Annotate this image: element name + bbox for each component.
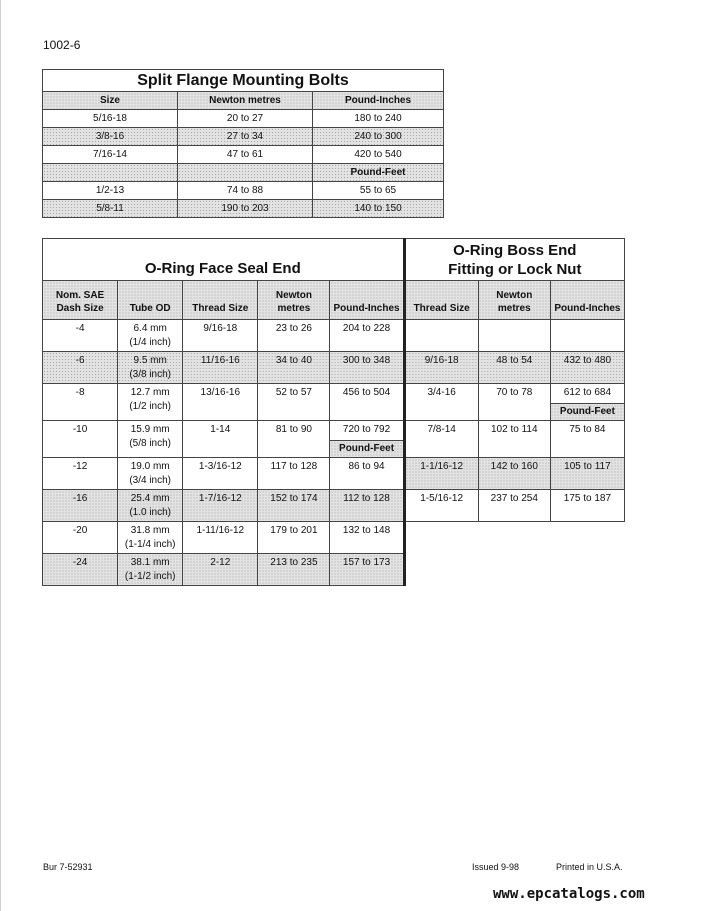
cell-dash: -4	[43, 320, 118, 352]
cell-boss-nm: 102 to 114	[478, 421, 550, 458]
column-header-dash-size: Nom. SAE Dash Size	[43, 281, 118, 320]
cell-newton-metres: 190 to 203	[178, 200, 313, 218]
cell-size: 5/8-11	[43, 200, 178, 218]
column-header-size: Size	[43, 92, 178, 110]
cell-tube-od: 25.4 mm (1.0 inch)	[118, 490, 183, 522]
cell-pound-inches: 180 to 240	[313, 110, 444, 128]
cell-lbft: 86 to 94	[330, 458, 404, 490]
cell-newton-metres: 47 to 61	[178, 146, 313, 164]
column-header-pound-inches: Pound-Inches	[330, 281, 404, 320]
split-flange-title: Split Flange Mounting Bolts	[43, 70, 444, 92]
cell-boss-thread: 1-1/16-12	[404, 458, 478, 490]
cell-nm: 152 to 174	[258, 490, 330, 522]
footer-issued: Issued 9-98	[472, 862, 520, 872]
table-row	[43, 352, 625, 384]
cell-pound-feet: 55 to 65	[313, 182, 444, 200]
cell-thread: 1-14	[183, 421, 258, 458]
oring-torque-table	[42, 238, 625, 586]
cell-pound-inches: 240 to 300	[313, 128, 444, 146]
split-flange-table	[42, 69, 444, 218]
cell-boss-thread: 3/4-16	[404, 384, 478, 421]
cell-dash: -6	[43, 352, 118, 384]
empty-cell	[43, 164, 178, 182]
table-row	[43, 522, 625, 554]
footer-printed: Printed in U.S.A.	[556, 862, 623, 872]
empty-area	[404, 522, 624, 554]
column-header-thread-size: Thread Size	[183, 281, 258, 320]
table-row	[43, 200, 444, 218]
table-row	[43, 110, 444, 128]
boss-title-line1: O-Ring Boss End	[453, 241, 577, 259]
column-header-tube-od: Tube OD	[118, 281, 183, 320]
cell-lbin: 204 to 228	[330, 320, 404, 352]
cell-boss-lbin: 612 to 684	[550, 384, 624, 404]
table-row	[43, 421, 625, 441]
cell-tube-od: 6.4 mm (1/4 inch)	[118, 320, 183, 352]
cell-dash: -24	[43, 554, 118, 586]
cell-thread: 11/16-16	[183, 352, 258, 384]
cell-size: 1/2-13	[43, 182, 178, 200]
cell-boss-nm: 48 to 54	[478, 352, 550, 384]
face-seal-title: O-Ring Face Seal End	[43, 239, 405, 281]
cell-thread: 1-7/16-12	[183, 490, 258, 522]
table-row	[43, 458, 625, 490]
table-row	[43, 146, 444, 164]
cell-size: 5/16-18	[43, 110, 178, 128]
cell-boss-lbin: 432 to 480	[550, 352, 624, 384]
cell-boss-thread	[404, 320, 478, 352]
cell-boss-thread: 7/8-14	[404, 421, 478, 458]
empty-cell	[178, 164, 313, 182]
column-header-boss-newton-metres: Newton metres	[478, 281, 550, 320]
table-row	[43, 128, 444, 146]
cell-newton-metres: 27 to 34	[178, 128, 313, 146]
cell-nm: 179 to 201	[258, 522, 330, 554]
cell-thread: 2-12	[183, 554, 258, 586]
footer-doc-number: Bur 7-52931	[43, 862, 93, 872]
cell-lbft: 157 to 173	[330, 554, 404, 586]
cell-pound-feet: 140 to 150	[313, 200, 444, 218]
subheader-pound-feet: Pound-Feet	[550, 404, 624, 421]
table-row	[43, 490, 625, 522]
cell-boss-lbin: 75 to 84	[550, 421, 624, 458]
cell-dash: -20	[43, 522, 118, 554]
cell-dash: -8	[43, 384, 118, 421]
empty-area	[404, 554, 624, 586]
cell-dash: -10	[43, 421, 118, 458]
boss-end-title	[404, 239, 624, 281]
column-header-newton-metres: Newton metres	[178, 92, 313, 110]
column-header-boss-thread-size: Thread Size	[404, 281, 478, 320]
table-subheader-row	[43, 164, 444, 182]
table-header-row	[43, 92, 444, 110]
table-row	[43, 554, 625, 586]
cell-boss-lbft: 105 to 117	[550, 458, 624, 490]
cell-boss-nm	[478, 320, 550, 352]
cell-thread: 9/16-18	[183, 320, 258, 352]
cell-lbin: 300 to 348	[330, 352, 404, 384]
cell-nm: 117 to 128	[258, 458, 330, 490]
cell-nm: 213 to 235	[258, 554, 330, 586]
cell-dash: -16	[43, 490, 118, 522]
cell-newton-metres: 74 to 88	[178, 182, 313, 200]
subheader-pound-feet: Pound-Feet	[313, 164, 444, 182]
cell-size: 7/16-14	[43, 146, 178, 164]
cell-lbin: 720 to 792	[330, 421, 404, 441]
cell-tube-od: 15.9 mm (5/8 inch)	[118, 421, 183, 458]
column-header-boss-pound-inches: Pound-Inches	[550, 281, 624, 320]
cell-lbin: 456 to 504	[330, 384, 404, 421]
cell-boss-lbin	[550, 320, 624, 352]
cell-pound-inches: 420 to 540	[313, 146, 444, 164]
cell-newton-metres: 20 to 27	[178, 110, 313, 128]
table-row	[43, 384, 625, 404]
cell-nm: 34 to 40	[258, 352, 330, 384]
cell-dash: -12	[43, 458, 118, 490]
cell-size: 3/8-16	[43, 128, 178, 146]
cell-thread: 13/16-16	[183, 384, 258, 421]
cell-boss-lbft: 175 to 187	[550, 490, 624, 522]
cell-lbft: 112 to 128	[330, 490, 404, 522]
cell-thread: 1-11/16-12	[183, 522, 258, 554]
page-number: 1002-6	[43, 38, 81, 52]
cell-boss-nm: 70 to 78	[478, 384, 550, 421]
cell-nm: 52 to 57	[258, 384, 330, 421]
table-row	[43, 320, 625, 352]
cell-tube-od: 31.8 mm (1-1/4 inch)	[118, 522, 183, 554]
cell-tube-od: 19.0 mm (3/4 inch)	[118, 458, 183, 490]
cell-boss-thread: 9/16-18	[404, 352, 478, 384]
cell-nm: 23 to 26	[258, 320, 330, 352]
cell-boss-nm: 142 to 160	[478, 458, 550, 490]
cell-boss-nm: 237 to 254	[478, 490, 550, 522]
boss-title-line2: Fitting or Lock Nut	[448, 260, 582, 278]
table-row	[43, 182, 444, 200]
page-edge-line	[0, 0, 1, 911]
table-header-row	[43, 281, 625, 320]
cell-lbft: 132 to 148	[330, 522, 404, 554]
cell-tube-od: 38.1 mm (1-1/2 inch)	[118, 554, 183, 586]
subheader-pound-feet: Pound-Feet	[330, 441, 404, 458]
cell-nm: 81 to 90	[258, 421, 330, 458]
cell-thread: 1-3/16-12	[183, 458, 258, 490]
watermark-url[interactable]: www.epcatalogs.com	[493, 886, 645, 902]
cell-tube-od: 12.7 mm (1/2 inch)	[118, 384, 183, 421]
cell-boss-thread: 1-5/16-12	[404, 490, 478, 522]
cell-tube-od: 9.5 mm (3/8 inch)	[118, 352, 183, 384]
column-header-pound-inches: Pound-Inches	[313, 92, 444, 110]
column-header-newton-metres: Newton metres	[258, 281, 330, 320]
